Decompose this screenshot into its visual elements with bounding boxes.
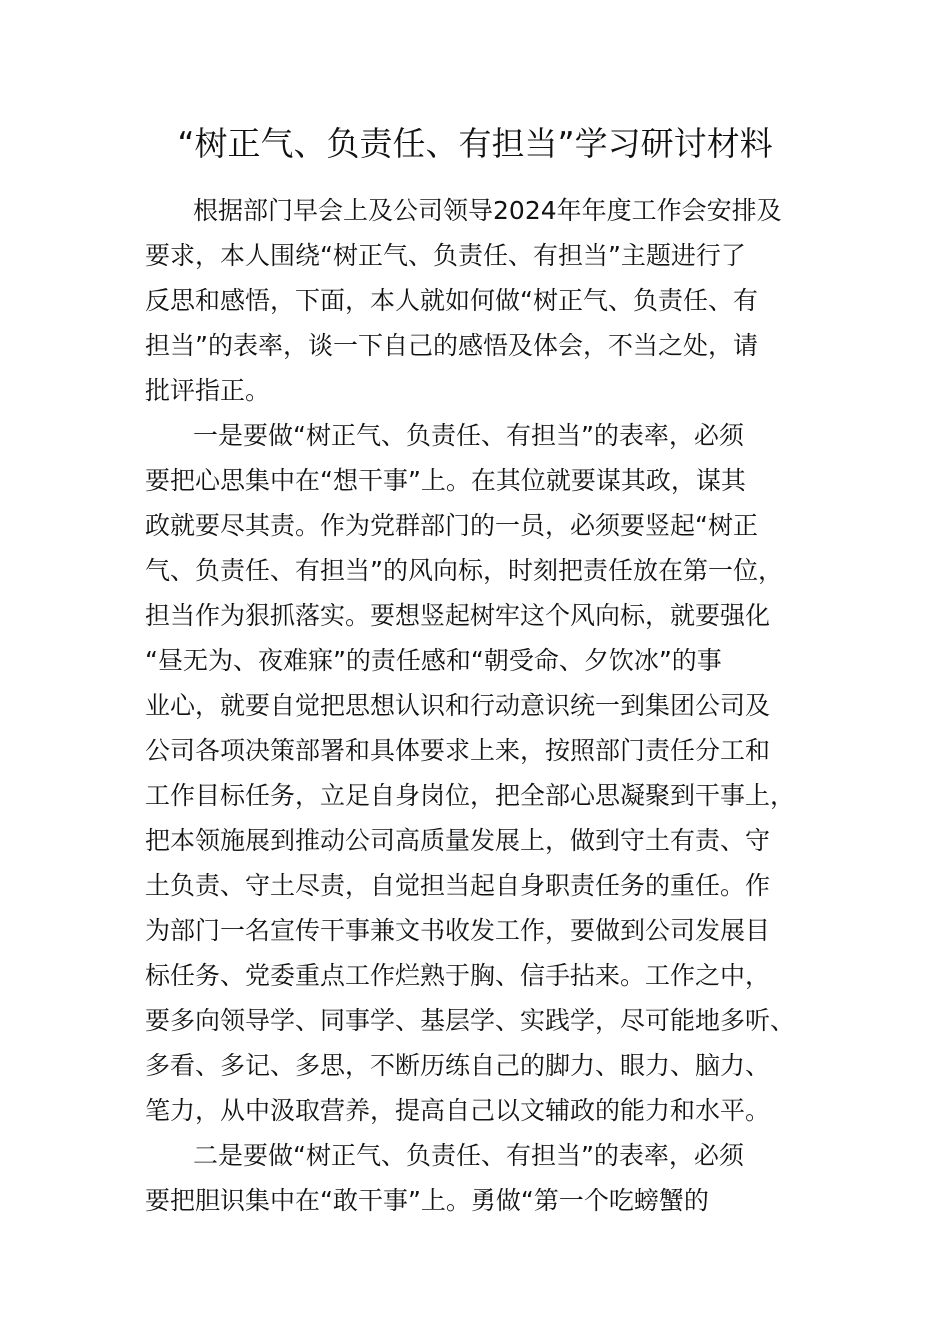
paragraph-2-line-12: 为部门一名宣传干事兼文书收发工作，要做到公司发展目 [145,916,771,945]
paragraph-2-line-11: 土负责、守土尽责，自觉担当起自身职责任务的重任。作 [145,871,771,900]
paragraph-1-line-3: 反思和感悟，下面，本人就如何做“树正气、负责任、有 [145,286,758,315]
paragraph-2-line-15: 多看、多记、多思，不断历练自己的脚力、眼力、脑力、 [145,1051,771,1080]
paragraph-2-line-10: 把本领施展到推动公司高质量发展上，做到守土有责、守 [145,826,771,855]
paragraph-2-line-8: 公司各项决策部署和具体要求上来，按照部门责任分工和 [145,736,771,765]
paragraph-1-line-1: 根据部门早会上及公司领导2024年年度工作会安排及 [193,196,782,225]
paragraph-1-line-2: 要求，本人围绕“树正气、负责任、有担当”主题进行了 [145,241,746,270]
paragraph-2-line-7: 业心，就要自觉把思想认识和行动意识统一到集团公司及 [145,691,771,720]
paragraph-2-line-2: 要把心思集中在“想干事”上。在其位就要谋其政，谋其 [145,466,746,495]
document-title: “树正气、负责任、有担当”学习研讨材料 [177,124,773,163]
paragraph-2-line-4: 气、负责任、有担当”的风向标，时刻把责任放在第一位， [145,556,783,585]
paragraph-1-line-4: 担当”的表率，谈一下自己的感悟及体会，不当之处，请 [145,331,758,360]
paragraph-3-line-2: 要把胆识集中在“敢干事”上。勇做“第一个吃螃蟹的 [145,1186,709,1215]
paragraph-2-line-5: 担当作为狠抓落实。要想竖起树牢这个风向标，就要强化 [145,601,771,630]
paragraph-3-line-1: 二是要做“树正气、负责任、有担当”的表率，必须 [193,1141,744,1170]
paragraph-2-line-3: 政就要尽其责。作为党群部门的一员，必须要竖起“树正 [145,511,758,540]
paragraph-2-line-1: 一是要做“树正气、负责任、有担当”的表率，必须 [193,421,744,450]
paragraph-1-line-5: 批评指正。 [145,376,271,405]
paragraph-2-line-13: 标任务、党委重点工作烂熟于胸、信手拈来。工作之中， [145,961,771,990]
paragraph-2-line-16: 笔力，从中汲取营养，提高自己以文辅政的能力和水平。 [145,1096,771,1125]
paragraph-2-line-14: 要多向领导学、同事学、基层学、实践学，尽可能地多听、 [145,1006,796,1035]
paragraph-2-line-9: 工作目标任务，立足自身岗位，把全部心思凝聚到干事上， [145,781,796,810]
paragraph-2-line-6: “昼无为、夜难寐”的责任感和“朝受命、夕饮冰”的事 [145,646,722,675]
